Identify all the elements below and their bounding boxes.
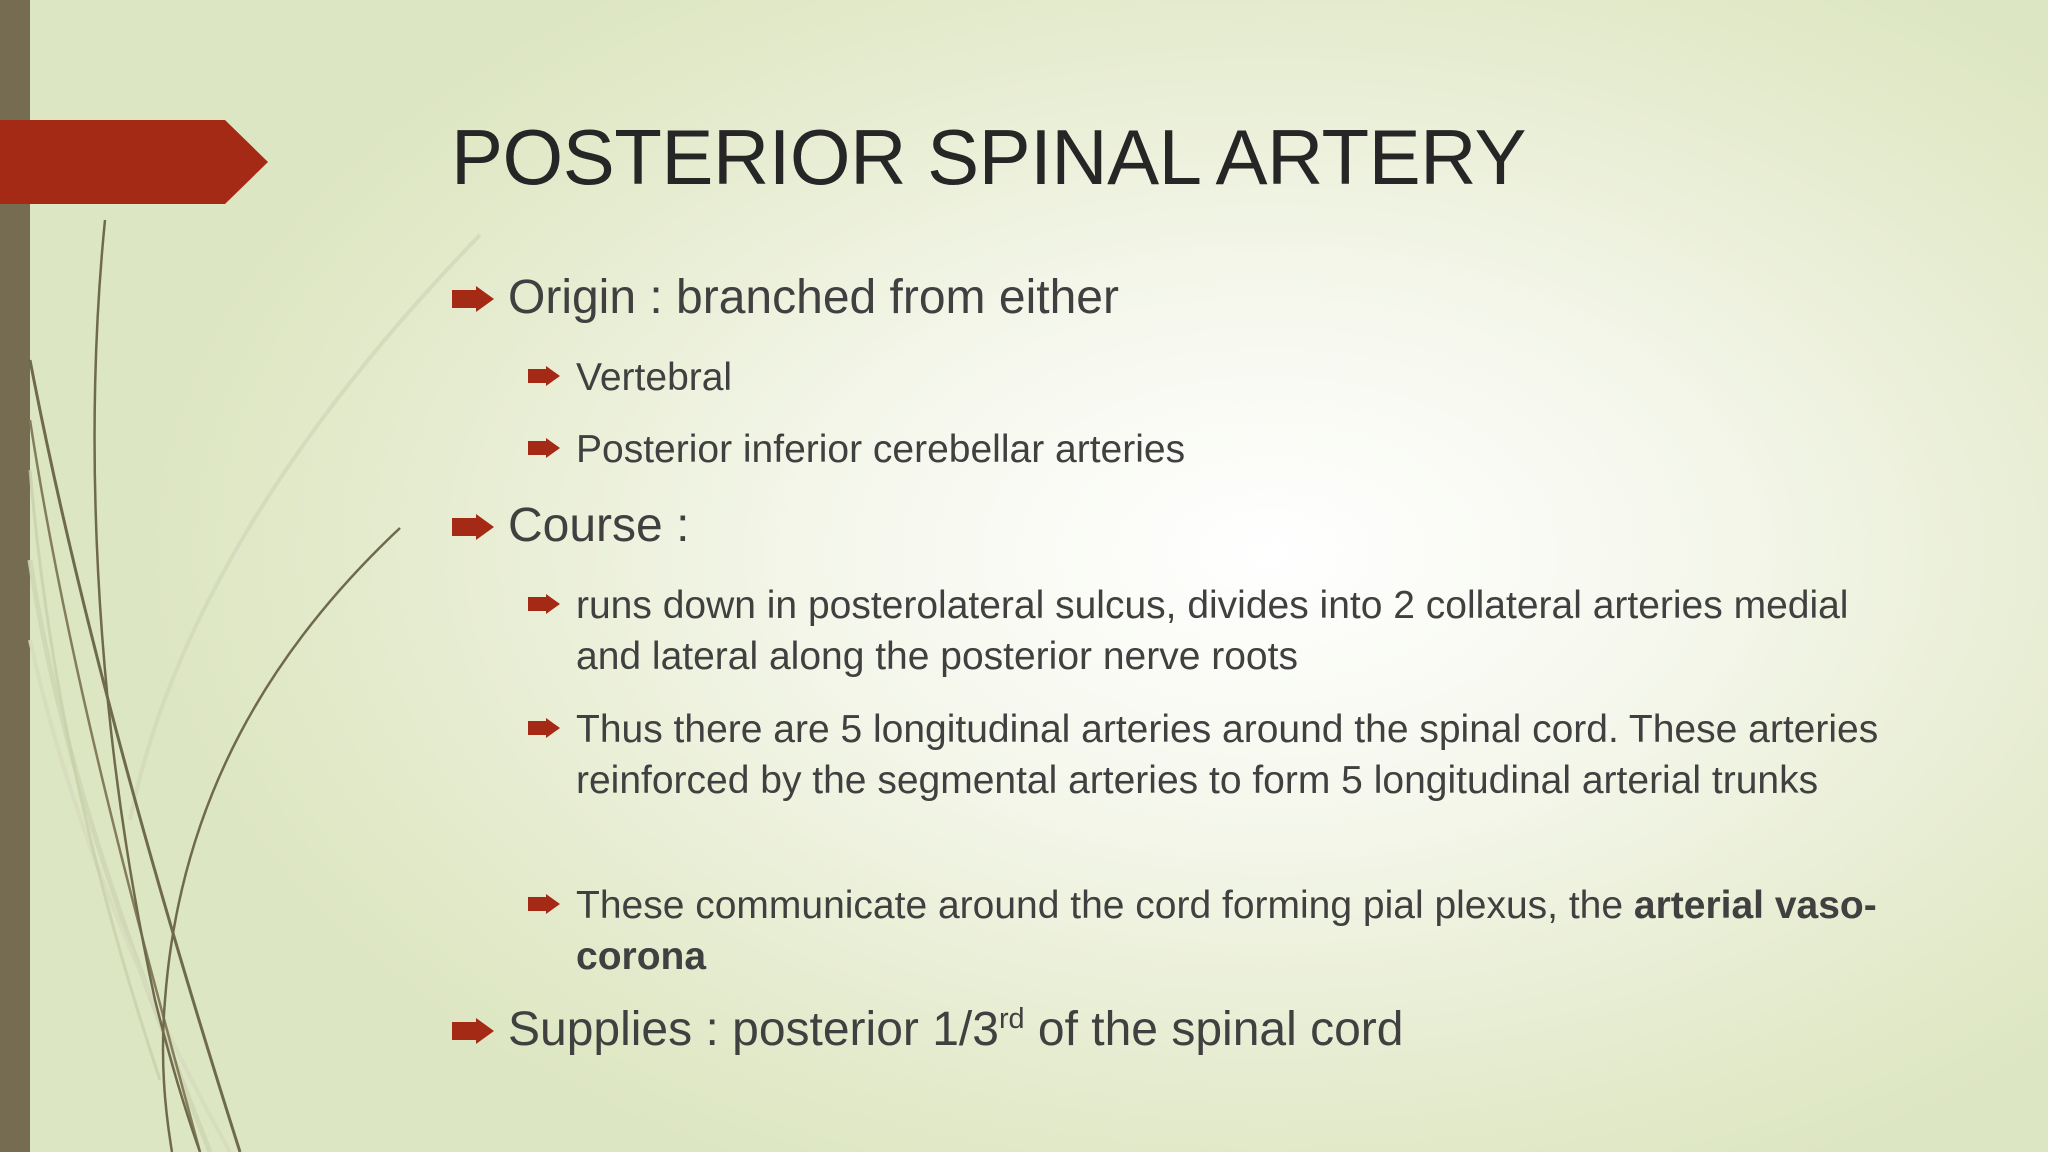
bullet-text: Posterior inferior cerebellar arteries: [576, 428, 1186, 471]
slide-title: POSTERIOR SPINAL ARTERY: [451, 113, 1527, 201]
bullet-text-plain: These communicate around the cord forming pial plexus, the: [576, 884, 1624, 927]
supplies-prefix: Supplies : posterior 1/3: [508, 1003, 999, 1056]
bullet-text: runs down in posterolateral sulcus, divides into 2 collateral arteries medial and lateral along the posterior nerve roots: [576, 584, 1849, 678]
bullet-text-bold: arterial vaso-corona: [576, 884, 1877, 978]
arrow-bullet-icon: [452, 1018, 494, 1044]
arrow-bullet-icon: [528, 718, 560, 738]
supplies-suffix: of the spinal cord: [1024, 1003, 1404, 1056]
bullet-pica: [528, 424, 1908, 475]
bullet-supplies: [452, 1000, 1403, 1060]
bullet-text: Origin : branched from either: [508, 271, 1119, 324]
arrow-bullet-icon: [528, 438, 560, 458]
bullet-vertebral: [528, 352, 1908, 403]
arrow-bullet-icon: [528, 594, 560, 614]
bullet-course-communicate: [528, 880, 1908, 982]
arrow-bullet-icon: [528, 894, 560, 914]
arrow-bullet-icon: [528, 366, 560, 386]
bullet-text: Thus there are 5 longitudinal arteries around the spinal cord. These arteries reinforced by the segmental arteries to form 5 longitudinal arterial trunks: [576, 708, 1879, 802]
arrow-bullet-icon: [452, 286, 494, 312]
arrow-bullet-icon: [452, 514, 494, 540]
supplies-superscript: rd: [998, 1003, 1025, 1035]
bullet-course: [452, 496, 689, 556]
red-banner-shape: [0, 120, 268, 204]
bullet-text: Course :: [508, 499, 690, 552]
bullet-text: Vertebral: [576, 356, 733, 399]
bullet-text: [508, 1000, 1403, 1060]
bullet-course-runs-down: [528, 580, 1908, 682]
bullet-text: [576, 880, 1906, 982]
bullet-course-longitudinal: [528, 704, 1908, 806]
bullet-origin: [452, 268, 1119, 328]
